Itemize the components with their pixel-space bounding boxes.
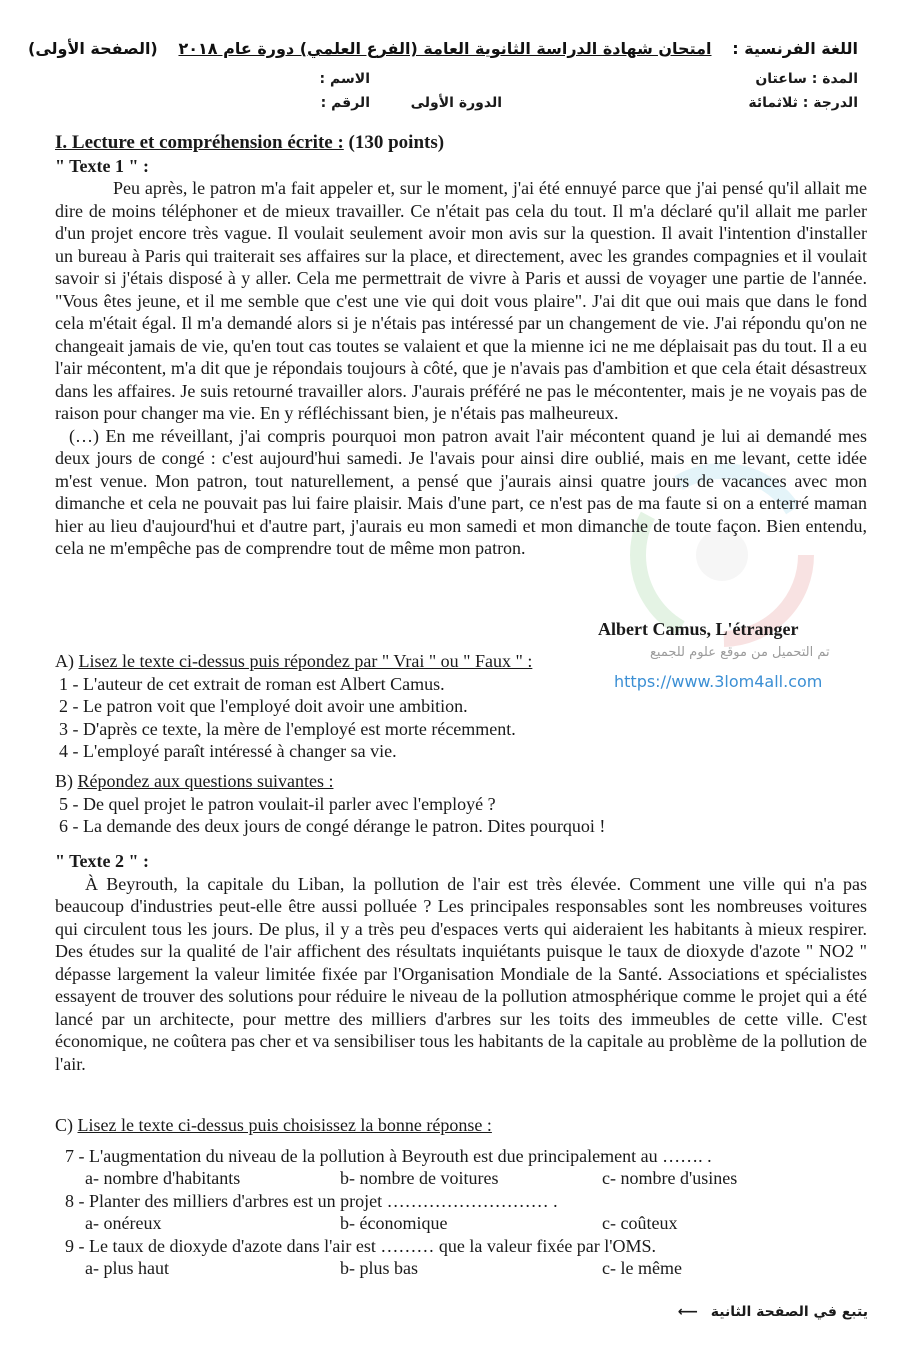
question-4: 4 - L'employé paraît intéressé à changer sa vie. — [59, 741, 397, 761]
page-indicator: (الصفحة الأولى) — [28, 39, 158, 58]
part-a-heading: A) Lisez le texte ci-dessus puis répondez par " Vrai " ou " Faux " : — [55, 651, 533, 671]
part-b-heading: B) Répondez aux questions suivantes : — [55, 771, 334, 791]
option-7b: b- nombre de voitures — [340, 1168, 499, 1188]
part-c-heading: C) Lisez le texte ci-dessus puis choisissez la bonne réponse : — [55, 1115, 492, 1135]
question-7: 7 - L'augmentation du niveau de la pollution à Beyrouth est due principalement au ……. . — [65, 1145, 712, 1166]
session-label: الدورة الأولى — [410, 95, 502, 111]
option-8a: a- onéreux — [85, 1213, 162, 1233]
texte-2-paragraph: À Beyrouth, la capitale du Liban, la pollution de l'air est très élevée. Comment une ville qui n'a pas beaucoup d'industries peut-elle être aussi polluée ? Les principales responsables sont les nombreuses voitures qui circulent tous les jours. De plus, il y a très peu d'espaces verts qui aideraient les habitants à mieux respirer. Des études sur la qualité de l'air affichent des résultats inquiétants puisque le taux de dioxyde d'azote " NO2 " dépasse largement la valeur limitée fixée par l'Organisation Mondiale de la Santé. Associations et spécialistes essayent de trouver des solutions pour réduire le niveau de la pollution atmosphérique comme le projet qui a été lancé par un architecte, pour mettre des milliers d'arbres sur les toits des immeubles de cette ville. C'est économique, ne coûtera pas cher et va sensibiliser tous les habitants de la capitale au problème de la pollution de l'air. — [55, 873, 867, 1074]
question-7-options — [55, 1167, 867, 1190]
texte-2 — [55, 850, 867, 1075]
texte-1-paragraph-1: Peu après, le patron m'a fait appeler et, sur le moment, j'ai été ennuyé parce que j'ai pensé qu'il allait me dire de moins téléphoner et de mieux travailler. Ce n'était pas cela du tout. Il m'a déclaré qu'il allait me parler d'un projet encore très vague. Il voulait seulement avoir mon avis sur la question. Il avait l'intention d'installer un bureau à Paris qui traiterait ses affaires sur la place, et directement, avec les grandes compagnies et il voulait savoir si j'étais disposé à y aller. Cela me permettrait de vivre à Paris et aussi de voyager une partie de l'année. "Vous êtes jeune, et il me semble que c'est une vie qui doit vous plaire". J'ai dit que oui mais que dans le fond cela m'était égal. Il m'a demandé alors si je n'étais pas intéressé par un changement de vie. J'ai répondu qu'on ne changeait jamais de vie, qu'en tout cas toutes se valaient et que la mienne ici ne me déplaisait pas du tout. Il a eu l'air mécontent, m'a dit que je répondais toujours à côté, que je n'avais pas d'ambition et que cela était désastreux dans les affaires. Je suis retourné travailler alors. J'aurais préféré ne pas le mécontenter, mais je ne voyais pas de raison pour changer ma vie. En y réfléchissant bien, je n'étais pas malheureux. — [55, 178, 867, 423]
question-5: 5 - De quel projet le patron voulait-il parler avec l'employé ? — [59, 793, 496, 814]
texte-2-label: " Texte 2 " : — [55, 851, 149, 871]
question-9-options — [55, 1257, 867, 1280]
duration-label: المدة : ساعتان — [755, 71, 858, 87]
option-9b: b- plus bas — [340, 1258, 418, 1278]
question-8-options — [55, 1212, 867, 1235]
exam-title: امتحان شهادة الدراسة الثانوية العامة (الفرع العلمي) دورة عام ٢٠١٨ — [178, 39, 712, 58]
section-1-title: I. Lecture et compréhension écrite : (130 points) — [55, 132, 445, 153]
option-9c: c- le même — [602, 1258, 682, 1278]
question-1: 1 - L'auteur de cet extrait de roman est Albert Camus. — [59, 673, 445, 694]
arrow-left-icon: ⟵ — [677, 1304, 698, 1320]
option-9a: a- plus haut — [85, 1258, 169, 1278]
exam-header-line — [28, 38, 858, 61]
question-2: 2 - Le patron voit que l'employé doit avoir une ambition. — [59, 696, 468, 716]
question-3: 3 - D'après ce texte, la mère de l'employé est morte récemment. — [59, 718, 516, 739]
watermark-url-link[interactable]: https://www.3lom4all.com — [614, 672, 823, 691]
texte-1-paragraph-2: (…) En me réveillant, j'ai compris pourquoi mon patron avait l'air mécontent quand je lui ai demandé mes deux jours de congé : c'est aujourd'hui samedi. Je l'avais pour ainsi dire oublié, mais en me levant, cette idée m'est venue. Mon patron, tout naturellement, a pensé que j'aurais ainsi quatre jours de vacances avec mon dimanche et cela ne pouvait pas lui faire plaisir. Mais d'une part, ce n'est pas de ma faute si on a enterré maman hier au lieu d'aujourd'hui et d'autre part, j'aurais eu mon samedi et mon dimanche de toute façon. Bien entendu, cela ne m'empêche pas de comprendre tout de même mon patron. — [55, 425, 867, 558]
option-8b: b- économique — [340, 1213, 448, 1233]
watermark-arabic-text: تم التحميل من موقع علوم للجميع — [650, 645, 830, 660]
texte-1-label: " Texte 1 " : — [55, 155, 149, 176]
part-a — [55, 650, 867, 763]
section-1 — [55, 132, 867, 560]
question-8: 8 - Planter des milliers d'arbres est un projet ……………………… . — [65, 1190, 558, 1211]
option-8c: c- coûteux — [602, 1213, 678, 1233]
option-7c: c- nombre d'usines — [602, 1168, 738, 1188]
subject-label: اللغة الفرنسية : — [732, 39, 858, 58]
texte-1-signature: Albert Camus, L'étranger — [598, 619, 799, 639]
number-label: الرقم : — [320, 95, 370, 111]
part-b — [55, 770, 867, 838]
name-label: الاسم : — [319, 71, 370, 87]
question-6: 6 - La demande des deux jours de congé dérange le patron. Dites pourquoi ! — [59, 816, 606, 836]
option-7a: a- nombre d'habitants — [85, 1168, 241, 1188]
continue-note: يتبع في الصفحة الثانية ⟵ — [678, 1301, 868, 1324]
part-c — [55, 1114, 867, 1280]
grade-label: الدرجة : ثلاثمائة — [748, 95, 858, 111]
section-1-points: (130 points) — [348, 132, 445, 153]
question-9: 9 - Le taux de dioxyde d'azote dans l'air est ……… que la valeur fixée par l'OMS. — [65, 1235, 657, 1256]
